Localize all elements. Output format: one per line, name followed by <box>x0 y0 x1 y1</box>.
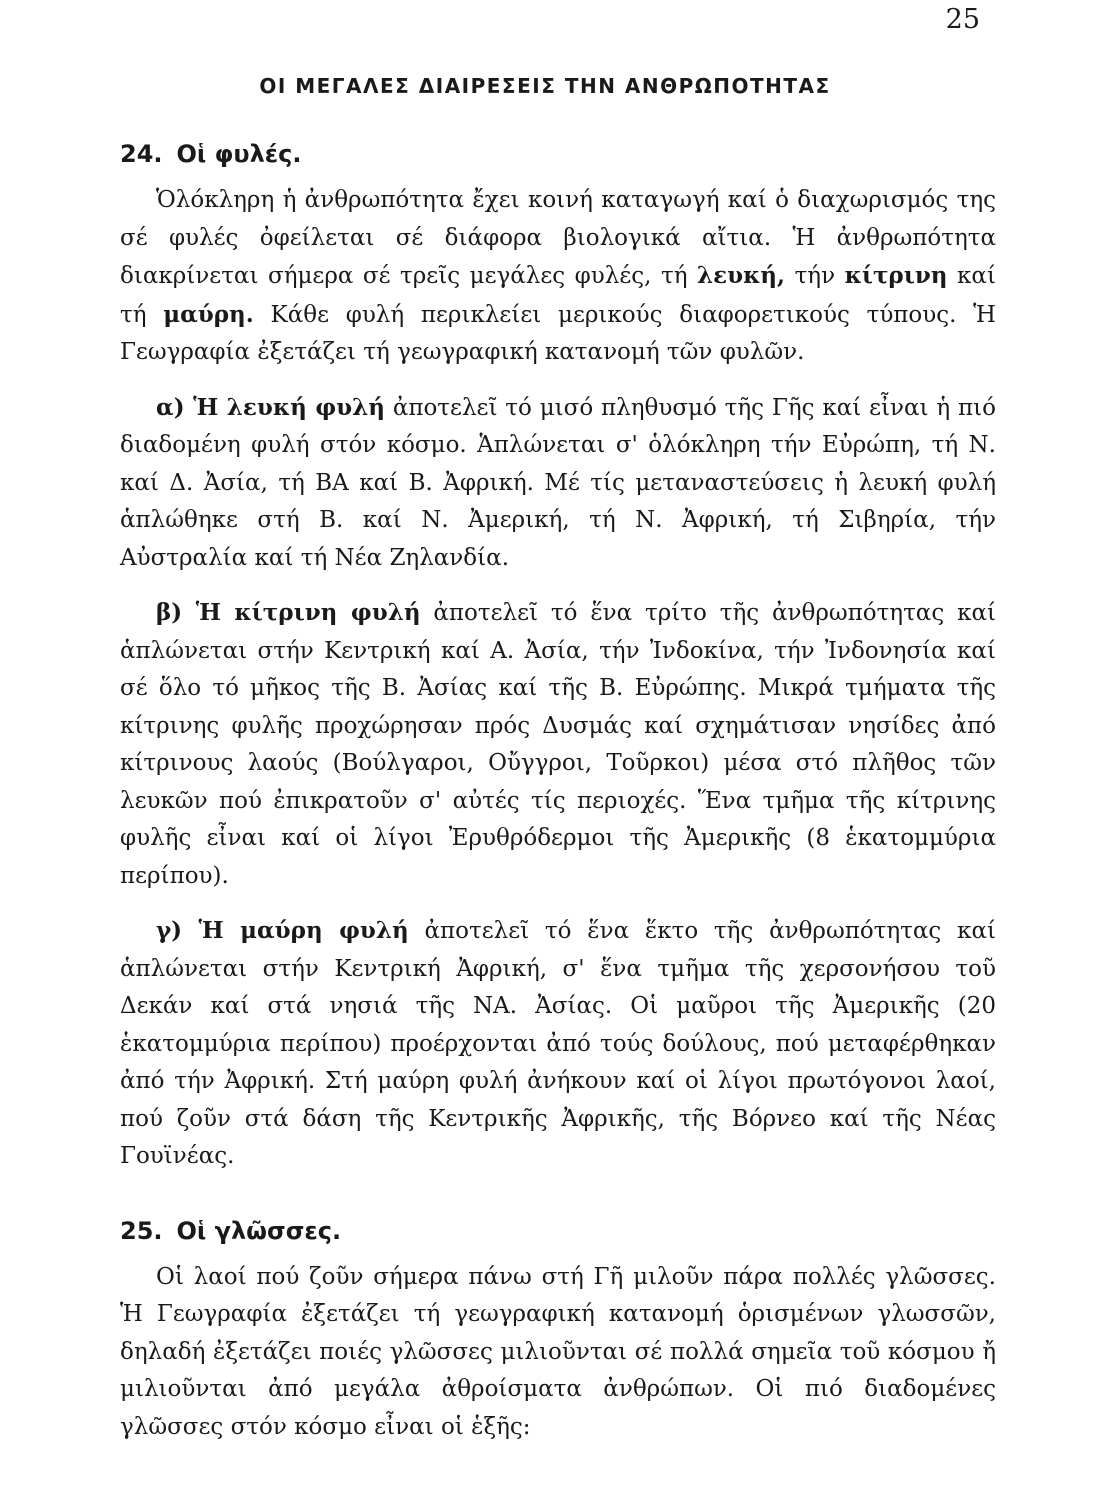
white-race-paragraph <box>120 389 996 578</box>
section-25-paragraph: Οἱ λαοί πού ζοῦν σήμερα πάνω στή Γῆ μιλοῦν πάρα πολλές γλῶσσες. Ἡ Γεωγραφία ἐξετάζει τή γεωγραφική κατανομή ὁρισμένων γλωσσῶν, δηλαδή ἐξετάζει ποιές γλῶσσες μιλιοῦνται σέ πολλά σημεῖα τοῦ κόσμου ἤ μιλιοῦνται ἀπό μεγάλα ἀθροίσματα ἀνθρώπων. Οἱ πιό διαδομένες γλῶσσες στόν κόσμο εἶναι οἱ ἑξῆς: <box>120 1263 996 1440</box>
running-title: ΟΙ ΜΕΓΑΛΕΣ ΔΙΑΙΡΕΣΕΙΣ ΤΗΝ ΑΝΘΡΩΠΟΤΗΤΑΣ <box>259 74 831 98</box>
intro-bold-yellow: κίτρινη <box>844 262 948 289</box>
black-race-paragraph <box>120 912 996 1176</box>
intro-text-2: τήν <box>785 263 845 289</box>
section-24-title: Οἱ φυλές. <box>176 140 302 168</box>
intro-bold-white: λευκή, <box>697 262 786 289</box>
section-25-number: 25. <box>120 1216 163 1245</box>
page-content <box>120 140 996 1463</box>
black-race-lead: γ) Ἡ μαύρη φυλή <box>156 917 409 944</box>
section-24-heading <box>120 140 996 168</box>
intro-text-4: Κάθε φυλή περικλείει μερικούς διαφορετικούς τύπους. Ἡ Γεωγραφία ἐξετάζει τή γεωγραφική κατανομή τῶν φυλῶν. <box>120 301 996 365</box>
section-24-intro <box>120 182 996 372</box>
yellow-race-lead: β) Ἡ κίτρινη φυλή <box>156 599 421 626</box>
page-number: 25 <box>945 4 980 35</box>
black-race-text: ἀποτελεῖ τό ἕνα ἕκτο τῆς ἀνθρωπότητας καί ἁπλώνεται στήν Κεντρική Ἀφρική, σ' ἕνα τμῆμα τῆς χερσονήσου τοῦ Δεκάν καί στά νησιά τῆς ΝΑ. Ἀσίας. Οἱ μαῦροι τῆς Ἀμερικῆς (20 ἑκατομμύρια περίπου) προέρχονται ἀπό τούς δούλους, πού μεταφέρθηκαν ἀπό τήν Ἀφρική. Στή μαύρη φυλή ἀνήκουν καί οἱ λίγοι πρωτόγονοι λαοί, πού ζοῦν στά δάση τῆς Κεντρικῆς Ἀφρικῆς, τῆς Βόρνεο καί τῆς Νέας Γουϊνέας. <box>120 918 997 1169</box>
intro-text-3: καί τή <box>120 263 996 328</box>
yellow-race-text: ἀποτελεῖ τό ἕνα τρίτο τῆς ἀνθρωπότητας καί ἁπλώνεται στήν Κεντρική καί Α. Ἀσία, τήν Ἰνδοκίνα, τήν Ἰνδονησία καί σέ ὅλο τό μῆκος τῆς Β. Ἀσίας καί τῆς Β. Εὐρώπης. Μικρά τμήματα τῆς κίτρινης φυλῆς προχώρησαν πρός Δυσμάς καί σχημάτισαν νησίδες ἀπό κίτρινους λαούς (Βούλγαροι, Οὔγγροι, Τοῦρκοι) μέσα στό πλῆθος τῶν λευκῶν πού ἐπικρατοῦν σ' αὐτές τίς περιοχές. Ἕνα τμῆμα τῆς κίτρινης φυλῆς εἶναι καί οἱ λίγοι Ἐρυθρόδερμοι τῆς Ἀμερικῆς (8 ἑκατομμύρια περίπου). <box>120 600 996 889</box>
white-race-text: ἀποτελεῖ τό μισό πληθυσμό τῆς Γῆς καί εἶναι ἡ πιό διαδομένη φυλή στόν κόσμο. Ἁπλώνεται σ' ὁλόκληρη τήν Εὐρώπη, τή Ν. καί Δ. Ἀσία, τή ΒΑ καί Β. Ἀφρική. Μέ τίς μεταναστεύσεις ἡ λευκή φυλή ἁπλώθηκε στή Β. καί Ν. Ἀμερική, τή Ν. Ἀφρική, τή Σιβηρία, τήν Αὐστραλία καί τή Νέα Ζηλανδία. <box>120 394 996 571</box>
white-race-lead: α) Ἡ λευκή φυλή <box>156 393 385 421</box>
section-25-title: Οἱ γλῶσσες. <box>176 1216 342 1245</box>
section-spacer <box>120 1193 996 1217</box>
intro-text-1: Ὁλόκληρη ἡ ἀνθρωπότητα ἔχει κοινή καταγωγή καί ὁ διαχωρισμός της σέ φυλές ὀφείλεται σέ διάφορα βιολογικά αἴτια. Ἡ ἀνθρωπότητα διακρίνεται σήμερα σέ τρεῖς μεγάλες φυλές, τή <box>120 187 996 289</box>
yellow-race-paragraph <box>120 594 996 895</box>
section-24-number: 24. <box>120 140 163 168</box>
intro-bold-black: μαύρη. <box>163 300 254 328</box>
section-25-heading <box>120 1217 996 1245</box>
